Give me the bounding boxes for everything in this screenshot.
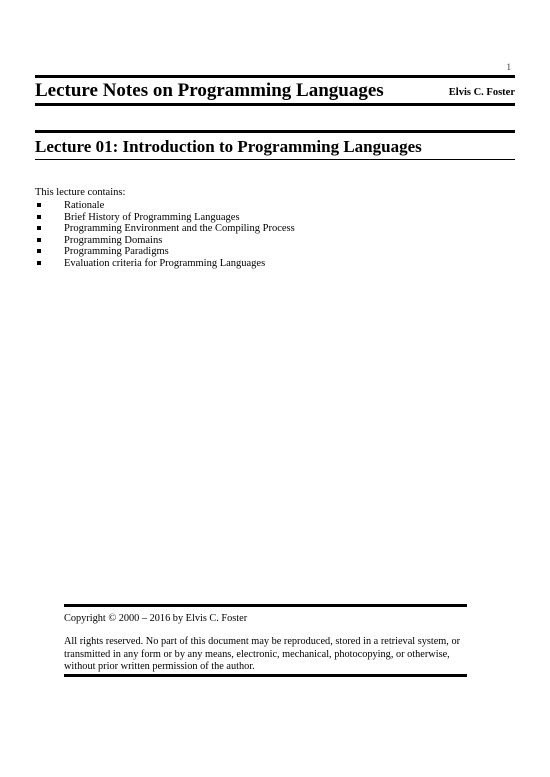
copyright-bottom-rule	[64, 674, 467, 677]
list-item	[35, 246, 295, 258]
list-item	[35, 258, 295, 270]
bullet-icon	[37, 238, 41, 242]
document-title: Lecture Notes on Programming Languages	[35, 80, 384, 101]
list-item	[35, 212, 295, 224]
lecture-title: Lecture 01: Introduction to Programming Languages	[35, 137, 422, 156]
list-item-label: Evaluation criteria for Programming Languages	[64, 257, 266, 269]
bullet-icon	[37, 226, 41, 230]
copyright-top-rule	[64, 604, 467, 607]
list-item	[35, 223, 295, 235]
rights-statement: All rights reserved. No part of this document may be reproduced, stored in a retrieval system, or transmitted in any form or by any means, electronic, mechanical, photocopying, or otherwise, without prior written permission of the author.	[64, 636, 461, 673]
header-top-rule	[35, 75, 515, 78]
copyright-box	[64, 604, 467, 677]
list-item-label: Brief History of Programming Languages	[64, 211, 240, 223]
list-item	[35, 200, 295, 212]
page-number: 1	[506, 62, 511, 72]
bullet-icon	[37, 249, 41, 253]
list-item	[35, 235, 295, 247]
bullet-icon	[37, 261, 41, 265]
contents-intro: This lecture contains:	[35, 187, 126, 198]
list-item-label: Rationale	[64, 200, 105, 211]
bullet-icon	[37, 203, 41, 207]
bullet-icon	[37, 215, 41, 219]
topic-list	[35, 200, 295, 270]
lecture-bottom-rule	[35, 159, 515, 160]
copyright-notice: Copyright © 2000 – 2016 by Elvis C. Foster	[64, 613, 248, 624]
list-item-label: Programming Environment and the Compiling Process	[64, 223, 295, 235]
list-item-label: Programming Paradigms	[64, 246, 169, 258]
lecture-top-rule	[35, 130, 515, 133]
header-bottom-rule	[35, 103, 515, 106]
author-name: Elvis C. Foster	[448, 87, 515, 98]
list-item-label: Programming Domains	[64, 234, 163, 246]
